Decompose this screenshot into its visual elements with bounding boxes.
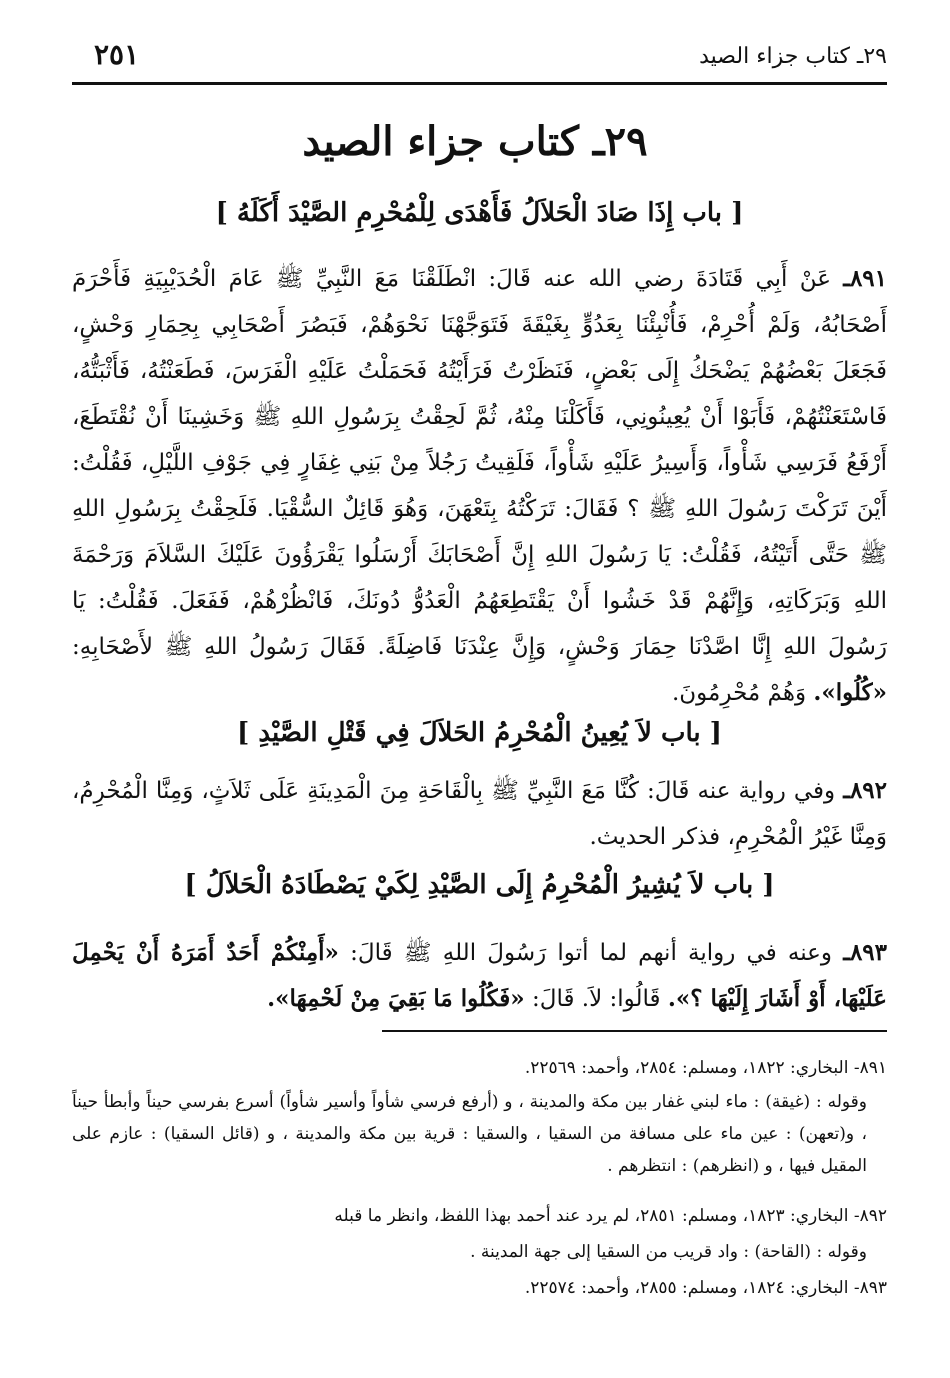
hadith-number: ٨٩١ـ	[843, 265, 887, 292]
hadith-tail: وَهُمْ مُحْرِمُونَ.	[671, 680, 807, 706]
hadith-892	[72, 768, 887, 860]
footnote-891: ٨٩١- البخاري: ١٨٢٢، ومسلم: ٢٨٥٤، وأحمد: ٢٢٥٦٩.	[524, 1058, 887, 1078]
hadith-quote: «أَمِنْكُمْ أَحَدٌ أَمَرَهُ أَنْ يَحْمِلَ عَلَيْهَا، أَوْ أَشَارَ إِلَيْهَا ؟».	[72, 939, 887, 1012]
hadith-891	[72, 256, 887, 716]
section-heading: [ باب لاَ يُعِينُ الْمُحْرِمُ الحَلاَلَ فِي قَتْلِ الصَّيْدِ ]	[237, 718, 722, 748]
page-header	[72, 28, 887, 84]
footnote-892: ٨٩٢- البخاري: ١٨٢٣، ومسلم: ٢٨٥١، لم يرد عند أحمد بهذا اللفظ، وانظر ما قبله	[334, 1206, 887, 1226]
hadith-text: عَنْ أَبِي قَتَادَةَ رضي الله عنه قَالَ: انْطَلَقْنَا مَعَ النَّبِيِّ ﷺ عَامَ الْحُدَيْبِيَةِ فَأَحْرَمَ أَصْحَابُهُ، وَلَمْ أُحْرِمْ، فَأُنْبِئْنَا بِعَدُوٍّ بِغَيْقَةَ فَتَوَجَّهْنَا نَحْوَهُمْ، فَبَصُرَ أَصْحَابِي بِحِمَارِ وَحْشٍ، فَجَعَلَ بَعْضُهُمْ يَضْحَكُ إِلَى بَعْضٍ، فَنَظَرْتُ فَرَأَيْتُهُ فَحَمَلْتُ عَلَيْهِ الْفَرَسَ، فَطَعَنْتُهُ، فَأَثْبَتُّهُ، فَاسْتَعَنْتُهُمْ، فَأَبَوْا أَنْ يُعِينُونِي، فَأَكَلْنَا مِنْهُ، ثُمَّ لَحِقْتُ بِرَسُولِ اللهِ ﷺ وَخَشِينَا أَنْ نُقْتَطَعَ، أَرْفَعُ فَرَسِي شَأْواً، وَأَسِيرُ عَلَيْهِ شَأْواً، فَلَقِيتُ رَجُلاً مِنْ بَنِي غِفَارٍ فِي جَوْفِ اللَّيْلِ، فَقُلْتُ: أَيْنَ تَرَكْتَ رَسُولَ اللهِ ﷺ ؟ فَقَالَ: تَرَكْتُهُ بِتَعْهَنَ، وَهُوَ قَائِلٌ السُّقْيَا. فَلَحِقْتُ بِرَسُولِ اللهِ ﷺ حَتَّى أَتَيْتُهُ، فَقُلْتُ: يَا رَسُولَ اللهِ إِنَّ أَصْحَابَكَ أَرْسَلُوا يَقْرَؤُونَ عَلَيْكَ السَّلاَمَ وَرَحْمَةَ اللهِ وَبَرَكَاتِهِ، وَإِنَّهُمْ قَدْ خَشُوا أَنْ يَقْتَطِعَهُمُ الْعَدُوُّ دُونَكَ، فَانْظُرْهُمْ، فَفَعَلَ. فَقُلْتُ: يَا رَسُولَ اللهِ إِنَّا اصَّدْنَا حِمَارَ وَحْشٍ، وَإِنَّ عِنْدَنَا فَاضِلَةً. فَقَالَ رَسُولُ اللهِ ﷺ لأَصْحَابِهِ:	[72, 266, 887, 660]
section-heading: [ باب لاَ يُشِيرُ الْمُحْرِمُ إِلَى الصَّيْدِ لِكَيْ يَصْطَادَهُ الْحَلاَلُ ]	[184, 870, 775, 900]
hadith-text: وفي رواية عنه قَالَ: كُنَّا مَعَ النَّبِيِّ ﷺ بِالْقَاحَةِ مِنَ الْمَدِينَةِ عَلَى ثَلاَثٍ، وَمِنَّا الْمُحْرِمُ، وَمِنَّا غَيْرُ الْمُحْرِمِ، فذكر الحديث.	[72, 778, 887, 850]
hadith-893	[72, 930, 887, 1022]
running-head: ٢٩ـ كتاب جزاء الصيد	[699, 44, 887, 69]
hadith-quote: «كُلُوا».	[813, 679, 887, 706]
footnote-893: ٨٩٣- البخاري: ١٨٢٤، ومسلم: ٢٨٥٥، وأحمد: ٢٢٥٧٤.	[524, 1278, 887, 1298]
footnote-891-gloss: وقوله : (غيقة) : ماء لبني غفار بين مكة والمدينة ، و (أرفع فرسي شأواً وأسير شأواً) أسرع بفرسي حيناً وأبطأ حيناً ، و(تعهن) : عين ماء على مسافة من السقيا ، والسقيا : قرية بين مكة والمدينة ، و (قائل السقيا) : عازم على المقيل فيها ، و (انظرهم) : انتظرهم .	[72, 1092, 867, 1176]
hadith-text: قَالُوا: لاَ. قَالَ:	[531, 986, 661, 1012]
hadith-number: ٨٩٣ـ	[843, 939, 888, 966]
hadith-number: ٨٩٢ـ	[843, 777, 887, 804]
page-number: ٢٥١	[94, 38, 140, 71]
footnote-rule	[382, 1030, 887, 1032]
hadith-quote: «فَكُلُوا مَا بَقِيَ مِنْ لَحْمِهَا».	[267, 985, 525, 1012]
chapter-title: ٢٩ـ كتاب جزاء الصيد	[302, 118, 648, 165]
footnote-892-gloss: وقوله : (القاحة) : واد قريب من السقيا إلى جهة المدينة .	[470, 1242, 867, 1262]
header-rule	[72, 82, 887, 85]
section-heading: [ باب إِذَا صَادَ الْحَلاَلُ فَأَهْدَى لِلْمُحْرِمِ الصَّيْدَ أَكَلَهُ ]	[215, 198, 744, 228]
hadith-text: وعنه في رواية أنهم لما أتوا رَسُولَ اللهِ ﷺ قَالَ:	[350, 940, 833, 966]
